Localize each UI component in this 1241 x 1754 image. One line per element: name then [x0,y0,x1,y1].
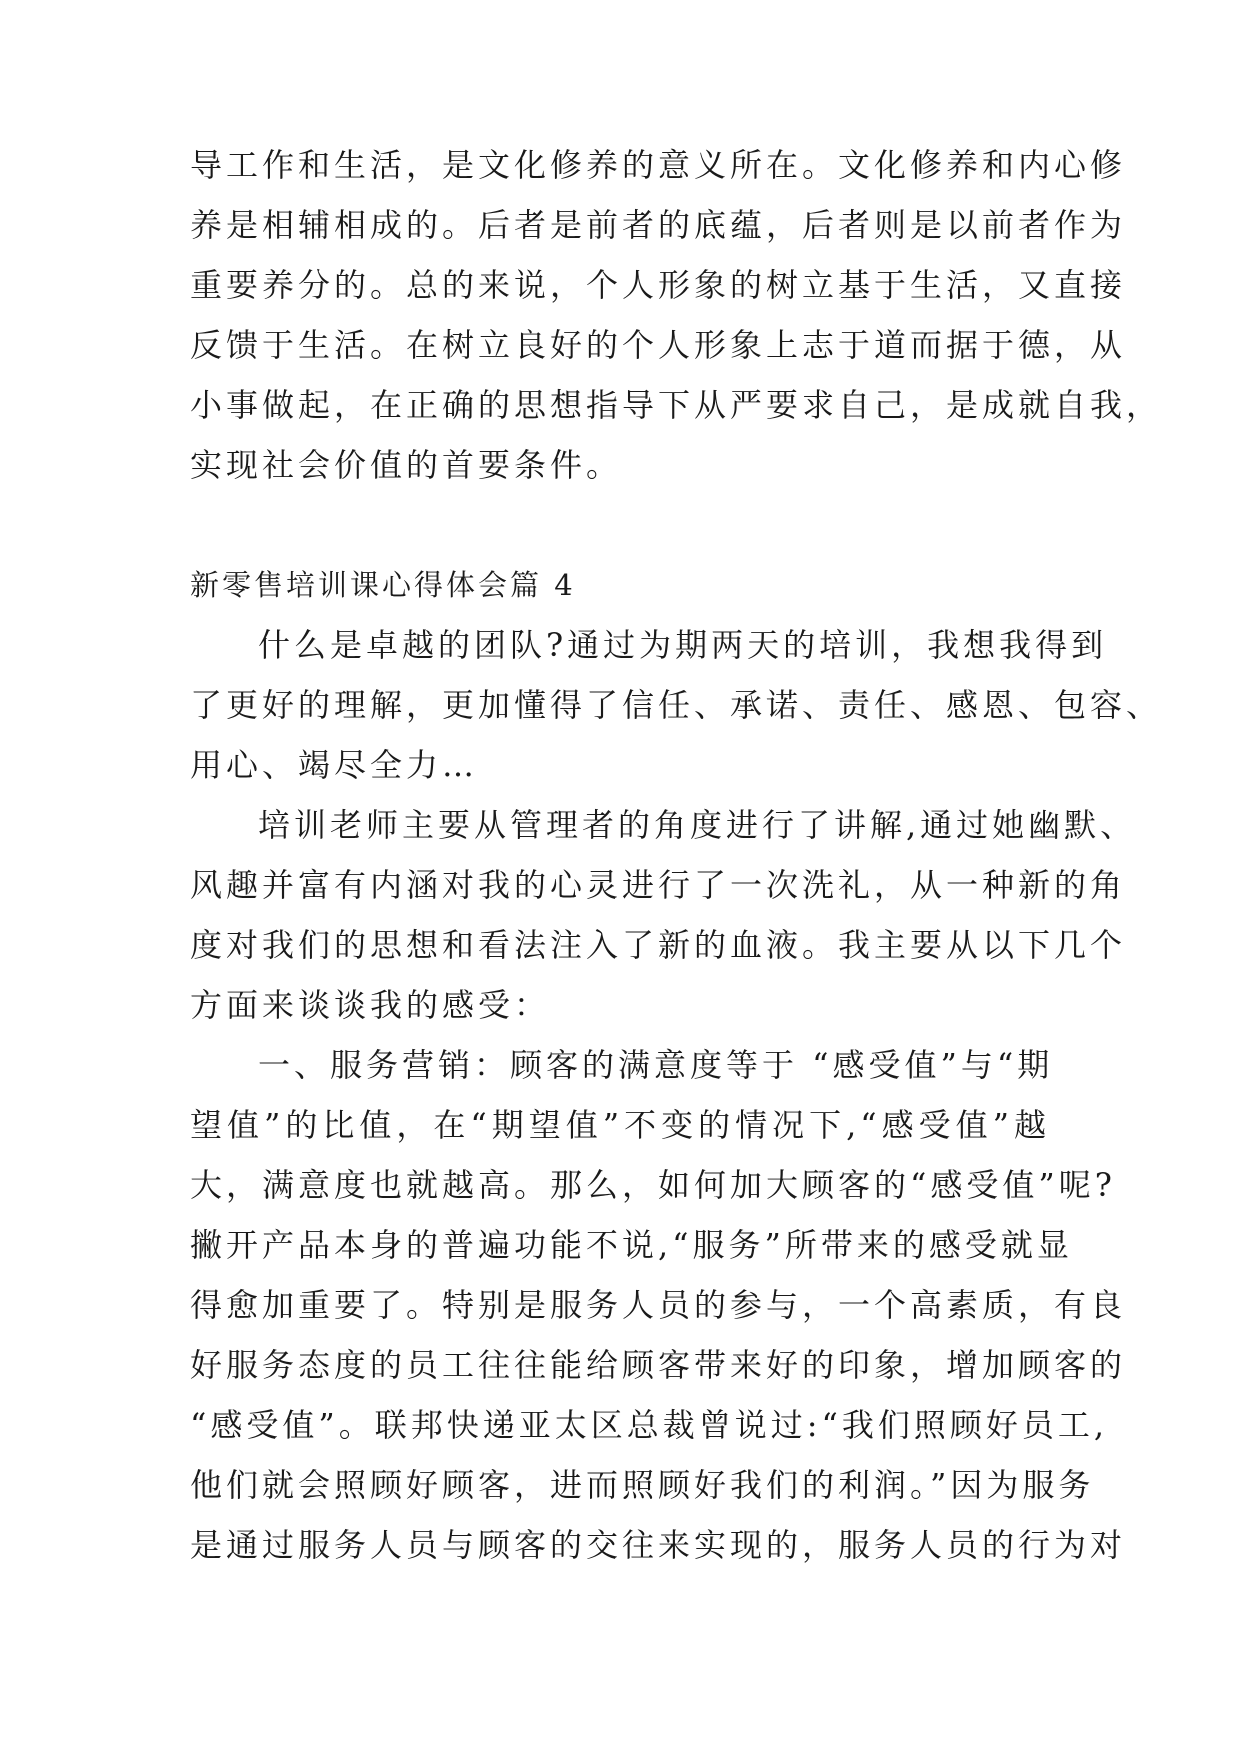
paragraph-line: 撇开产品本身的普遍功能不说,“服务”所带来的感受就显 [190,1226,1073,1264]
paragraph-line: 了更好的理解，更加懂得了信任、承诺、责任、感恩、包容、 [190,686,1163,724]
paragraph-line: 一、服务营销：顾客的满意度等于 “感受值”与“期 [258,1046,1054,1084]
paragraph-2 [190,795,1137,1035]
paragraph-line: “感受值”。联邦快递亚太区总裁曾说过:“我们照顾好员工, [190,1406,1109,1444]
paragraph-line: 望值”的比值，在“期望值”不变的情况下,“感受值”越 [190,1106,1050,1144]
paragraph-line: 重要养分的。总的来说，个人形象的树立基于生活，又直接 [190,266,1127,304]
document-body [190,135,1163,1575]
paragraph-line: 导工作和生活，是文化修养的意义所在。文化修养和内心修 [190,146,1127,184]
paragraph-line: 实现社会价值的首要条件。 [190,446,623,484]
paragraph-line: 方面来谈谈我的感受： [190,986,551,1024]
paragraph-line: 度对我们的思想和看法注入了新的血液。我主要从以下几个 [190,926,1127,964]
paragraph-line: 好服务态度的员工往往能给顾客带来好的印象，增加顾客的 [190,1346,1127,1384]
paragraph-line: 风趣并富有内涵对我的心灵进行了一次洗礼，从一种新的角 [190,866,1127,904]
paragraph-3 [190,1035,1127,1575]
paragraph-line: 什么是卓越的团队?通过为期两天的培训，我想我得到 [258,626,1108,664]
paragraph-line: 他们就会照顾好顾客，进而照顾好我们的利润。”因为服务 [190,1466,1095,1504]
intro-paragraph [190,135,1163,495]
section-spacer [190,495,1050,555]
paragraph-line: 养是相辅相成的。后者是前者的底蕴，后者则是以前者作为 [190,206,1127,244]
section-heading: 新零售培训课心得体会篇 4 [190,568,576,602]
paragraph-line: 培训老师主要从管理者的角度进行了讲解,通过她幽默、 [258,806,1137,844]
paragraph-line: 小事做起，在正确的思想指导下从严要求自己，是成就自我， [190,386,1163,424]
paragraph-1 [190,615,1163,795]
paragraph-line: 是通过服务人员与顾客的交往来实现的，服务人员的行为对 [190,1526,1127,1564]
paragraph-line: 反馈于生活。在树立良好的个人形象上志于道而据于德，从 [190,326,1127,364]
paragraph-line: 得愈加重要了。特别是服务人员的参与，一个高素质，有良 [190,1286,1127,1324]
paragraph-line: 大，满意度也就越高。那么，如何加大顾客的“感受值”呢? [190,1166,1116,1204]
paragraph-line: 用心、竭尽全力… [190,746,479,784]
